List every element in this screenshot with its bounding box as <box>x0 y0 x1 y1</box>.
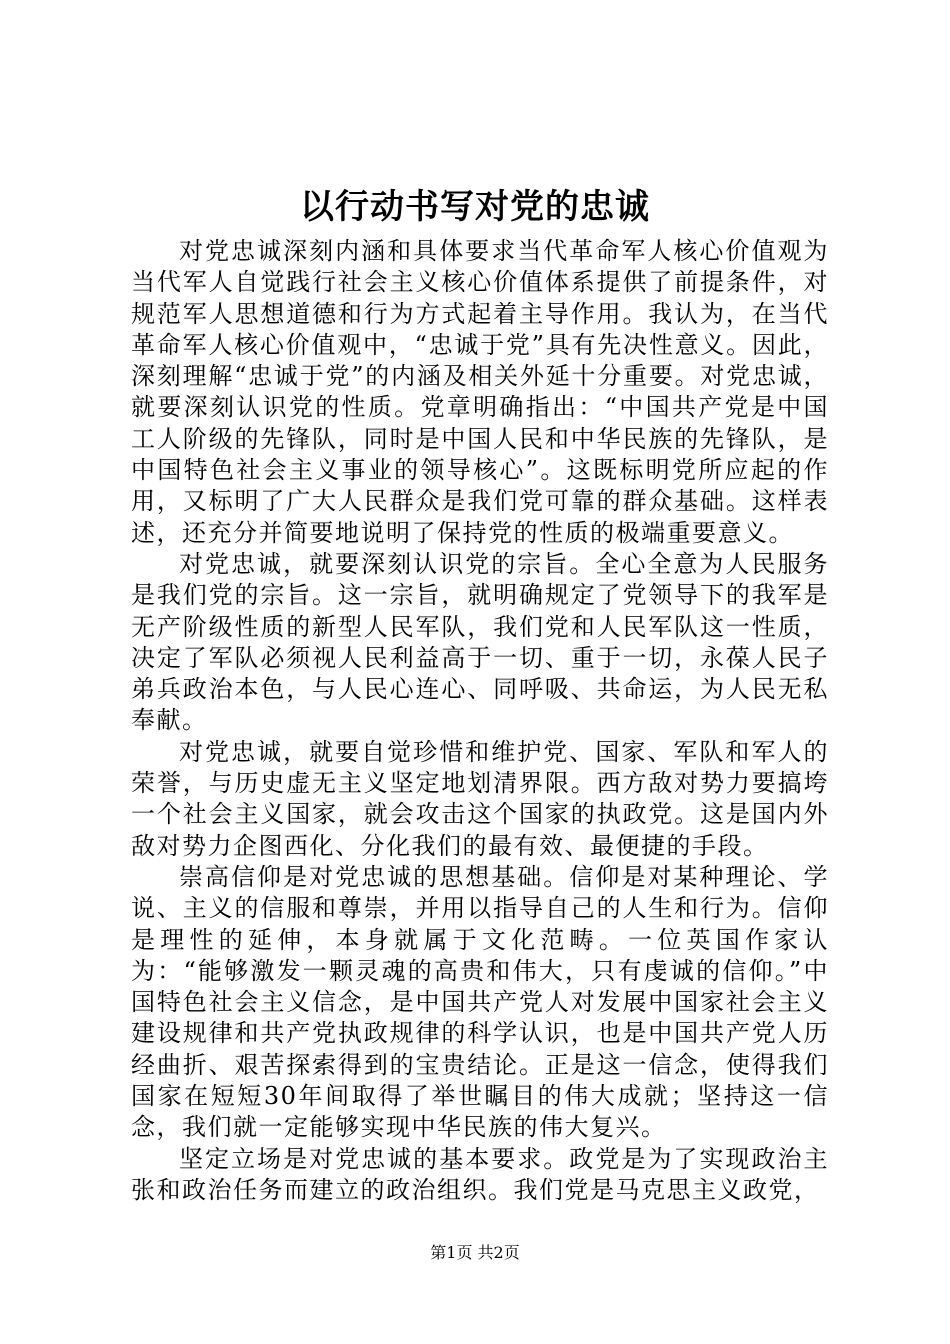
paragraph-5: 坚定立场是对党忠诚的基本要求。政党是为了实现政治主张和政治任务而建立的政治组织。我们党是马克思主义政党， <box>131 1144 829 1204</box>
document-body <box>131 236 829 1206</box>
paragraph-4: 崇高信仰是对党忠诚的思想基础。信仰是对某种理论、学说、主义的信服和尊崇，并用以指导自己的人生和行为。信仰是理性的延伸，本身就属于文化范畴。一位英国作家认为：“能够激发一颗灵魂的高贵和伟大，只有虔诚的信仰。”中国特色社会主义信念，是中国共产党人对发展中国家社会主义建设规律和共产党执政规律的科学认识，也是中国共产党人历经曲折、艰苦探索得到的宝贵结论。正是这一信念，使得我们国家在短短30年间取得了举世瞩目的伟大成就；坚持这一信念，我们就一定能够实现中华民族的伟大复兴。 <box>131 862 829 1142</box>
page-footer: 第1页 共2页 <box>430 1243 520 1262</box>
document-title: 以行动书写对党的忠诚 <box>300 187 650 227</box>
paragraph-3: 对党忠诚，就要自觉珍惜和维护党、国家、军队和军人的荣誉，与历史虚无主义坚定地划清界限。西方敌对势力要搞垮一个社会主义国家，就会攻击这个国家的执政党。这是国内外敌对势力企图西化、分化我们的最有效、最便捷的手段。 <box>131 737 829 860</box>
paragraph-1: 对党忠诚深刻内涵和具体要求当代革命军人核心价值观为当代军人自觉践行社会主义核心价值体系提供了前提条件，对规范军人思想道德和行为方式起着主导作用。我认为，在当代革命军人核心价值观中，“忠诚于党”具有先决性意义。因此，深刻理解“忠诚于党”的内涵及相关外延十分重要。对党忠诚，就要深刻认识党的性质。党章明确指出：“中国共产党是中国工人阶级的先锋队，同时是中国人民和中华民族的先锋队，是中国特色社会主义事业的领导核心”。这既标明党所应起的作用，又标明了广大人民群众是我们党可靠的群众基础。这样表述，还充分并简要地说明了保持党的性质的极端重要意义。 <box>131 237 829 547</box>
paragraph-2: 对党忠诚，就要深刻认识党的宗旨。全心全意为人民服务是我们党的宗旨。这一宗旨，就明确规定了党领导下的我军是无产阶级性质的新型人民军队，我们党和人民军队这一性质，决定了军队必须视人民利益高于一切、重于一切，永葆人民子弟兵政治本色，与人民心连心、同呼吸、共命运，为人民无私奉献。 <box>131 549 829 735</box>
